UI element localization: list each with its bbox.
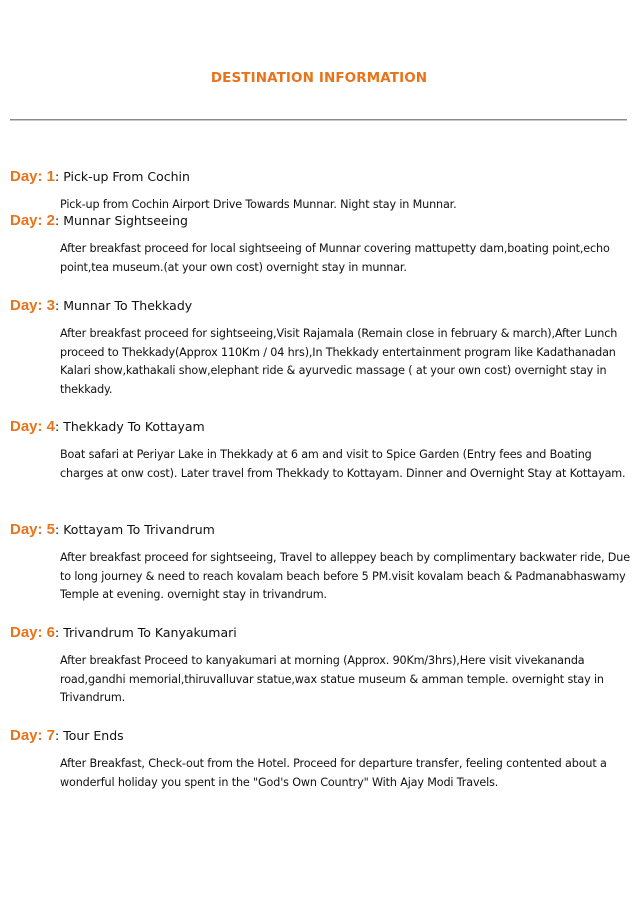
- day-item: [10, 725, 630, 792]
- day-title: : Munnar Sightseeing: [55, 213, 188, 228]
- day-item: [10, 210, 630, 295]
- day-title: : Tour Ends: [55, 728, 124, 743]
- day-title: : Munnar To Thekkady: [55, 298, 193, 313]
- day-description: After breakfast proceed for sightseeing,Visit Rajamala (Remain close in february & march),After Lunch proceed to Thekkady(Approx 110Km / 04 hrs),In Thekkady entertainment program like Kadathanadan Kalari show,kathakali show,elephant ride & ayurvedic massage ( at your own cost) overnight stay in thekkady.: [60, 327, 618, 396]
- day-heading: [10, 295, 630, 315]
- itinerary-list: [10, 166, 630, 792]
- day-title: : Thekkady To Kottayam: [55, 419, 205, 434]
- day-number: Day: 5: [10, 521, 56, 538]
- day-heading: [10, 622, 630, 642]
- day-title: : Kottayam To Trivandrum: [55, 522, 215, 537]
- day-number: Day: 7: [10, 727, 56, 744]
- day-description: Pick-up from Cochin Airport Drive Towards Munnar. Night stay in Munnar.: [60, 198, 457, 211]
- page-title: DESTINATION INFORMATION: [210, 70, 428, 86]
- day-heading: [10, 519, 630, 539]
- day-item: [10, 622, 630, 725]
- day-description: After breakfast proceed for sightseeing, Travel to alleppey beach by complimentary backwater ride, Due to long journey & need to reach kovalam beach before 5 PM.visit kovalam beach & Padmanabhaswamy Temple at evening. overnight stay in trivandrum.: [60, 551, 630, 602]
- day-number: Day: 1: [10, 168, 56, 185]
- day-description: Boat safari at Periyar Lake in Thekkady at 6 am and visit to Spice Garden (Entry fees and Boating charges at onw cost). Later travel from Thekkady to Kottayam. Dinner and Overnight Stay at Kottayam.: [60, 448, 626, 480]
- day-number: Day: 2: [10, 212, 56, 229]
- day-description: After breakfast Proceed to kanyakumari at morning (Approx. 90Km/3hrs),Here visit vivekananda road,gandhi memorial,thiruvalluvar statue,wax statue museum & amman temple. overnight stay in Trivandrum.: [60, 654, 604, 705]
- day-item: [10, 166, 630, 210]
- day-item: [10, 416, 630, 519]
- day-number: Day: 3: [10, 297, 56, 314]
- day-item: [10, 295, 630, 416]
- day-item: [10, 519, 630, 622]
- title-divider: [10, 119, 627, 121]
- day-heading: [10, 725, 630, 745]
- day-description: After breakfast proceed for local sightseeing of Munnar covering mattupetty dam,boating point,echo point,tea museum.(at your own cost) overnight stay in munnar.: [60, 242, 610, 274]
- day-heading: [10, 166, 630, 186]
- day-number: Day: 4: [10, 418, 56, 435]
- day-title: : Pick-up From Cochin: [55, 169, 190, 184]
- day-number: Day: 6: [10, 624, 56, 641]
- day-heading: [10, 416, 630, 436]
- day-title: : Trivandrum To Kanyakumari: [55, 625, 237, 640]
- day-description: After Breakfast, Check-out from the Hotel. Proceed for departure transfer, feeling contented about a wonderful holiday you spent in the "God's Own Country" With Ajay Modi Travels.: [60, 757, 607, 789]
